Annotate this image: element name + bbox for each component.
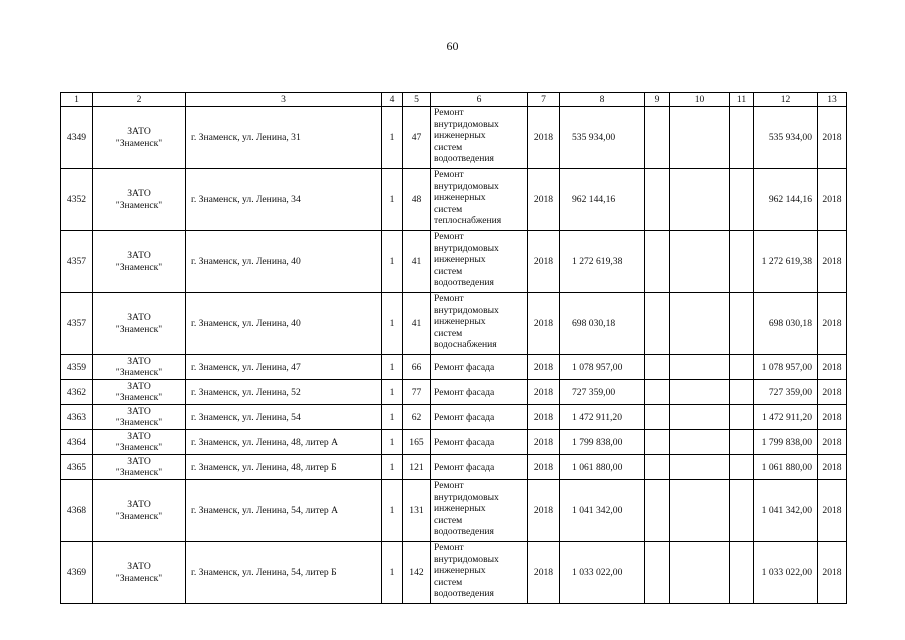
column-header-6: 6	[431, 93, 528, 107]
number-cell: 41	[403, 293, 431, 355]
column-header-13: 13	[818, 93, 847, 107]
address-cell: г. Знаменск, ул. Ленина, 54, литер А	[186, 480, 382, 542]
completion-year-cell: 2018	[818, 542, 847, 604]
repair-schedule-table	[60, 92, 847, 604]
municipality-line: ЗАТО	[127, 406, 151, 417]
work-type-line: систем	[434, 514, 463, 526]
column-header-9: 9	[645, 93, 670, 107]
total-cell: 535 934,00	[754, 107, 818, 169]
empty-cell-10	[670, 293, 730, 355]
object-id-cell: 4357	[61, 231, 93, 293]
municipality-line: ЗАТО	[127, 125, 151, 137]
work-type-line: водоотведения	[434, 277, 494, 289]
empty-cell-11	[730, 430, 754, 455]
work-type-line: внутридомовых	[434, 491, 499, 503]
work-type-line: внутридомовых	[434, 553, 499, 565]
work-type-line: инженерных	[434, 316, 486, 328]
column-header-5: 5	[403, 93, 431, 107]
municipality-cell	[93, 430, 186, 455]
completion-year-cell: 2018	[818, 480, 847, 542]
empty-cell-10	[670, 405, 730, 430]
table-row	[61, 231, 847, 293]
address-cell: г. Знаменск, ул. Ленина, 52	[186, 380, 382, 405]
cost-cell: 1 041 342,00	[560, 480, 645, 542]
number-cell: 142	[403, 542, 431, 604]
year-cell: 2018	[528, 405, 560, 430]
work-type-line: Ремонт	[434, 480, 464, 491]
empty-cell-11	[730, 480, 754, 542]
empty-cell-10	[670, 542, 730, 604]
table-row	[61, 293, 847, 355]
empty-cell-11	[730, 293, 754, 355]
work-type-line: инженерных	[434, 192, 486, 204]
empty-cell-10	[670, 430, 730, 455]
page-number: 60	[446, 39, 459, 53]
empty-cell-11	[730, 542, 754, 604]
work-type-line: внутридомовых	[434, 242, 499, 254]
completion-year-cell: 2018	[818, 107, 847, 169]
work-type-cell	[431, 293, 528, 355]
work-type-cell	[431, 405, 528, 430]
municipality-line: ЗАТО	[127, 498, 151, 510]
completion-year-cell: 2018	[818, 169, 847, 231]
total-cell: 962 144,16	[754, 169, 818, 231]
work-type-line: систем	[434, 327, 463, 339]
municipality-line: "Знаменск"	[115, 510, 163, 522]
work-type-line: водоотведения	[434, 526, 494, 538]
number-cell: 121	[403, 455, 431, 480]
address-cell: г. Знаменск, ул. Ленина, 54, литер Б	[186, 542, 382, 604]
municipality-line: "Знаменск"	[115, 137, 163, 149]
municipality-line: ЗАТО	[127, 187, 151, 199]
work-type-cell	[431, 107, 528, 169]
empty-cell-11	[730, 169, 754, 231]
year-cell: 2018	[528, 355, 560, 380]
municipality-line: ЗАТО	[127, 456, 151, 467]
municipality-line: "Знаменск"	[115, 572, 163, 584]
municipality-line: "Знаменск"	[115, 199, 163, 211]
work-type-line: внутридомовых	[434, 304, 499, 316]
year-cell: 2018	[528, 231, 560, 293]
work-type-line: внутридомовых	[434, 180, 499, 192]
cost-cell: 1 472 911,20	[560, 405, 645, 430]
address-cell: г. Знаменск, ул. Ленина, 40	[186, 293, 382, 355]
work-type-line: Ремонт	[434, 107, 464, 118]
work-type-cell	[431, 480, 528, 542]
work-type-line: водоотведения	[434, 588, 494, 600]
municipality-line: "Знаменск"	[115, 367, 163, 378]
object-id-cell: 4362	[61, 380, 93, 405]
municipality-line: ЗАТО	[127, 356, 151, 367]
empty-cell-11	[730, 231, 754, 293]
cost-cell: 1 033 022,00	[560, 542, 645, 604]
work-type-line: систем	[434, 576, 463, 588]
municipality-cell	[93, 107, 186, 169]
count-cell: 1	[382, 430, 403, 455]
total-cell: 1 033 022,00	[754, 542, 818, 604]
work-type-cell	[431, 430, 528, 455]
empty-cell-9	[645, 480, 670, 542]
object-id-cell: 4363	[61, 405, 93, 430]
completion-year-cell: 2018	[818, 430, 847, 455]
empty-cell-10	[670, 480, 730, 542]
empty-cell-10	[670, 355, 730, 380]
address-cell: г. Знаменск, ул. Ленина, 48, литер А	[186, 430, 382, 455]
completion-year-cell: 2018	[818, 293, 847, 355]
empty-cell-11	[730, 107, 754, 169]
cost-cell: 962 144,16	[560, 169, 645, 231]
empty-cell-10	[670, 231, 730, 293]
municipality-cell	[93, 405, 186, 430]
column-header-8: 8	[560, 93, 645, 107]
municipality-line: "Знаменск"	[115, 442, 163, 453]
table-row	[61, 169, 847, 231]
cost-cell: 1 078 957,00	[560, 355, 645, 380]
empty-cell-11	[730, 405, 754, 430]
column-header-7: 7	[528, 93, 560, 107]
municipality-line: "Знаменск"	[115, 261, 163, 273]
work-type-line: Ремонт фасада	[434, 361, 495, 373]
completion-year-cell: 2018	[818, 405, 847, 430]
work-type-line: инженерных	[434, 130, 486, 142]
object-id-cell: 4359	[61, 355, 93, 380]
object-id-cell: 4352	[61, 169, 93, 231]
work-type-cell	[431, 355, 528, 380]
count-cell: 1	[382, 380, 403, 405]
table-row	[61, 430, 847, 455]
empty-cell-9	[645, 293, 670, 355]
year-cell: 2018	[528, 380, 560, 405]
table-row	[61, 107, 847, 169]
table-row	[61, 380, 847, 405]
completion-year-cell: 2018	[818, 231, 847, 293]
empty-cell-11	[730, 380, 754, 405]
year-cell: 2018	[528, 169, 560, 231]
municipality-line: ЗАТО	[127, 431, 151, 442]
work-type-cell	[431, 231, 528, 293]
table-row	[61, 405, 847, 430]
completion-year-cell: 2018	[818, 455, 847, 480]
empty-cell-9	[645, 169, 670, 231]
work-type-line: теплоснабжения	[434, 215, 502, 227]
empty-cell-10	[670, 455, 730, 480]
number-cell: 62	[403, 405, 431, 430]
empty-cell-9	[645, 231, 670, 293]
municipality-cell	[93, 455, 186, 480]
municipality-line: "Знаменск"	[115, 417, 163, 428]
municipality-cell	[93, 293, 186, 355]
empty-cell-10	[670, 380, 730, 405]
cost-cell: 698 030,18	[560, 293, 645, 355]
completion-year-cell: 2018	[818, 355, 847, 380]
work-type-line: водоотведения	[434, 153, 494, 165]
table-row	[61, 480, 847, 542]
object-id-cell: 4349	[61, 107, 93, 169]
empty-cell-11	[730, 455, 754, 480]
number-cell: 131	[403, 480, 431, 542]
municipality-cell	[93, 355, 186, 380]
municipality-line: "Знаменск"	[115, 392, 163, 403]
year-cell: 2018	[528, 480, 560, 542]
address-cell: г. Знаменск, ул. Ленина, 48, литер Б	[186, 455, 382, 480]
municipality-line: ЗАТО	[127, 560, 151, 572]
count-cell: 1	[382, 293, 403, 355]
work-type-line: систем	[434, 265, 463, 277]
municipality-cell	[93, 169, 186, 231]
work-type-line: Ремонт фасада	[434, 461, 495, 473]
empty-cell-9	[645, 430, 670, 455]
total-cell: 1 799 838,00	[754, 430, 818, 455]
count-cell: 1	[382, 355, 403, 380]
table-row	[61, 355, 847, 380]
column-header-4: 4	[382, 93, 403, 107]
work-type-line: Ремонт	[434, 169, 464, 180]
address-cell: г. Знаменск, ул. Ленина, 31	[186, 107, 382, 169]
municipality-line: ЗАТО	[127, 249, 151, 261]
total-cell: 1 472 911,20	[754, 405, 818, 430]
municipality-cell	[93, 480, 186, 542]
address-cell: г. Знаменск, ул. Ленина, 34	[186, 169, 382, 231]
address-cell: г. Знаменск, ул. Ленина, 47	[186, 355, 382, 380]
municipality-cell	[93, 380, 186, 405]
address-cell: г. Знаменск, ул. Ленина, 54	[186, 405, 382, 430]
object-id-cell: 4365	[61, 455, 93, 480]
empty-cell-9	[645, 455, 670, 480]
work-type-line: Ремонт	[434, 293, 464, 304]
municipality-line: ЗАТО	[127, 311, 151, 323]
object-id-cell: 4364	[61, 430, 93, 455]
cost-cell: 727 359,00	[560, 380, 645, 405]
count-cell: 1	[382, 405, 403, 430]
completion-year-cell: 2018	[818, 380, 847, 405]
cost-cell: 1 272 619,38	[560, 231, 645, 293]
cost-cell: 1 061 880,00	[560, 455, 645, 480]
total-cell: 727 359,00	[754, 380, 818, 405]
number-cell: 77	[403, 380, 431, 405]
column-header-2: 2	[93, 93, 186, 107]
empty-cell-9	[645, 380, 670, 405]
work-type-line: инженерных	[434, 503, 486, 515]
work-type-line: водоснабжения	[434, 339, 497, 351]
table-row	[61, 455, 847, 480]
number-cell: 66	[403, 355, 431, 380]
total-cell: 1 078 957,00	[754, 355, 818, 380]
municipality-cell	[93, 231, 186, 293]
year-cell: 2018	[528, 293, 560, 355]
work-type-line: Ремонт	[434, 231, 464, 242]
empty-cell-11	[730, 355, 754, 380]
number-cell: 48	[403, 169, 431, 231]
empty-cell-9	[645, 542, 670, 604]
work-type-line: Ремонт фасада	[434, 411, 495, 423]
number-cell: 47	[403, 107, 431, 169]
work-type-line: систем	[434, 141, 463, 153]
column-header-12: 12	[754, 93, 818, 107]
work-type-line: Ремонт фасада	[434, 436, 495, 448]
municipality-line: "Знаменск"	[115, 323, 163, 335]
cost-cell: 1 799 838,00	[560, 430, 645, 455]
number-cell: 41	[403, 231, 431, 293]
work-type-cell	[431, 380, 528, 405]
object-id-cell: 4357	[61, 293, 93, 355]
empty-cell-10	[670, 107, 730, 169]
column-header-10: 10	[670, 93, 730, 107]
year-cell: 2018	[528, 542, 560, 604]
column-header-3: 3	[186, 93, 382, 107]
empty-cell-9	[645, 405, 670, 430]
year-cell: 2018	[528, 455, 560, 480]
work-type-line: внутридомовых	[434, 118, 499, 130]
year-cell: 2018	[528, 430, 560, 455]
count-cell: 1	[382, 231, 403, 293]
work-type-cell	[431, 169, 528, 231]
work-type-cell	[431, 542, 528, 604]
work-type-line: Ремонт	[434, 542, 464, 553]
total-cell: 1 041 342,00	[754, 480, 818, 542]
total-cell: 698 030,18	[754, 293, 818, 355]
empty-cell-9	[645, 107, 670, 169]
count-cell: 1	[382, 169, 403, 231]
municipality-cell	[93, 542, 186, 604]
work-type-cell	[431, 455, 528, 480]
cost-cell: 535 934,00	[560, 107, 645, 169]
work-type-line: Ремонт фасада	[434, 386, 495, 398]
municipality-line: ЗАТО	[127, 381, 151, 392]
total-cell: 1 061 880,00	[754, 455, 818, 480]
count-cell: 1	[382, 542, 403, 604]
object-id-cell: 4368	[61, 480, 93, 542]
empty-cell-10	[670, 169, 730, 231]
column-header-11: 11	[730, 93, 754, 107]
address-cell: г. Знаменск, ул. Ленина, 40	[186, 231, 382, 293]
empty-cell-9	[645, 355, 670, 380]
total-cell: 1 272 619,38	[754, 231, 818, 293]
work-type-line: инженерных	[434, 254, 486, 266]
number-cell: 165	[403, 430, 431, 455]
header-row	[61, 93, 847, 107]
column-header-1: 1	[61, 93, 93, 107]
count-cell: 1	[382, 480, 403, 542]
municipality-line: "Знаменск"	[115, 467, 163, 478]
object-id-cell: 4369	[61, 542, 93, 604]
work-type-line: инженерных	[434, 565, 486, 577]
table-body	[61, 93, 847, 604]
work-type-line: систем	[434, 203, 463, 215]
count-cell: 1	[382, 107, 403, 169]
count-cell: 1	[382, 455, 403, 480]
year-cell: 2018	[528, 107, 560, 169]
table-row	[61, 542, 847, 604]
